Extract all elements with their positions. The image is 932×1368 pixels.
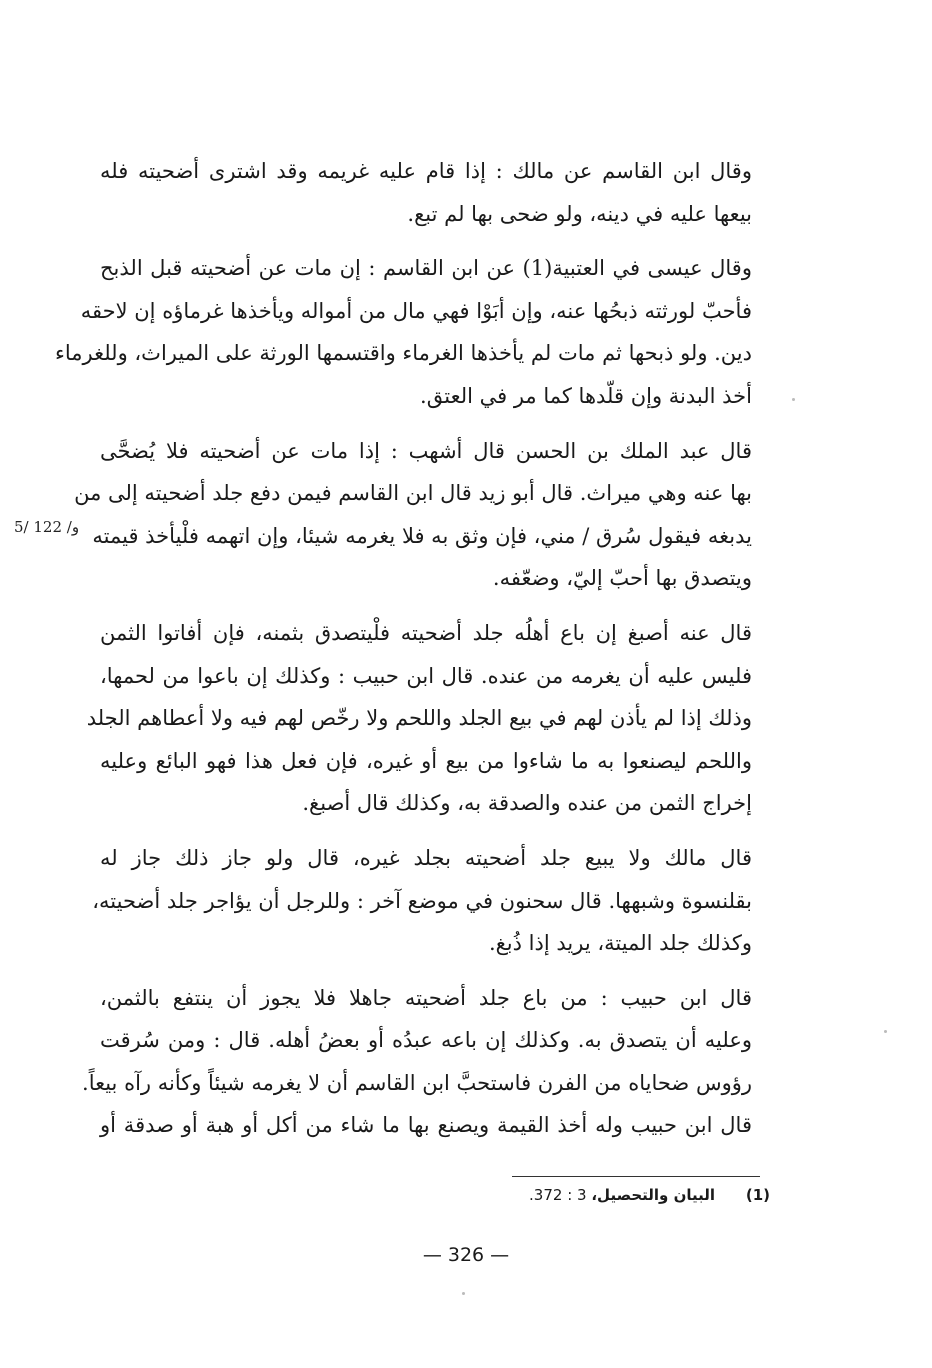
scan-speck: [884, 1030, 887, 1033]
footnote-reference: 3 : 372.: [529, 1186, 587, 1204]
text-line: بقلنسوة وشبهها. قال سحنون في موضع آخر : وللرجل أن يؤاجر جلد أضحيته،: [92, 888, 752, 913]
paragraph-4: [86, 612, 792, 825]
text-line: دين. ولو ذبحها ثم مات لم يأخذها الغرماء واقتسمها الورثة على الميراث، وللغرماء: [54, 341, 752, 366]
paragraph-5: [92, 837, 792, 965]
text-line: قال عنه أصبغ إن باع أهلُه جلد أضحيته فلْيتصدق بثمنه، فإن أفاتوا الثمن: [100, 620, 752, 645]
text-line: واللحم ليصنعوا به ما شاءوا من بيع أو غيره، فإن فعل هذا فهو البائع وعليه: [100, 748, 752, 773]
text-line: بها عنه وهي ميراث. قال أبو زيد قال ابن القاسم فيمن دفع جلد أضحيته إلى من: [74, 481, 752, 506]
text-line: قال ابن حبيب وله أخذ القيمة ويصنع بها ما شاء من أكل أو هبة أو صدقة أو: [100, 1113, 752, 1138]
text-line: قال عبد الملك بن الحسن قال أشهب : إذا مات عن أضحيته فلا يُضحَّى: [100, 438, 752, 463]
text-line: بيعها عليه في دينه، ولو ضحى بها لم تبع.: [407, 201, 752, 226]
text-line: وعليه أن يتصدق به. وكذلك إن باعه عبدُه أو بعضُ أهله. قال : ومن سُرقت: [100, 1028, 752, 1053]
footnote-title: البيان والتحصيل،: [591, 1186, 716, 1204]
paragraph-2: [54, 247, 792, 417]
text-line: فأحبّ لورثته ذبحُها عنه، وإن أبَوْا فهي مال من أمواله ويأخذها غرماؤه إن لاحقه: [80, 298, 752, 323]
text-line: رؤوس ضحاياه من الفرن فاستحبَّ ابن القاسم أن لا يغرمه شيئاً وكأنه رآه بيعاً.: [82, 1070, 752, 1095]
text-line: أخذ البدنة وإن قلّدها كما مر في العتق.: [420, 383, 752, 408]
text-line: وذلك إذا لم يأذن لهم في بيع الجلد واللحم ولا رخّص لهم فيه ولا أعطاهم الجلد: [86, 706, 752, 731]
paragraph-3: [74, 430, 792, 600]
text-line: ويتصدق بها أحبّ إليّ، وضعّفه.: [492, 566, 752, 591]
footnote: [480, 1186, 770, 1204]
text-line: إخراج الثمن من عنده والصدقة به، وكذلك قال أصبغ.: [302, 791, 752, 816]
scan-speck: [462, 1292, 465, 1295]
text-line: قال مالك ولا يبيع جلد أضحيته بجلد غيره، قال ولو جاز ذلك جاز له: [100, 845, 752, 870]
paragraph-1: [100, 150, 792, 235]
text-line: وقال ابن القاسم عن مالك : إذا قام عليه غريمه وقد اشترى أضحيته فله: [100, 159, 752, 183]
manuscript-folio-note: و/ 122 /5: [14, 518, 80, 536]
text-line: وقال عيسى في العتبية(1) عن ابن القاسم : إن مات عن أضحيته قبل الذبح: [100, 256, 752, 281]
text-line: يدبغه فيقول سُرق / مني، فإن وثق به فلا يغرمه شيئا، وإن اتهمه فلْيأخذ قيمته: [92, 523, 752, 548]
footnote-divider: [512, 1176, 760, 1177]
page-number: — 326 —: [422, 1244, 510, 1266]
footnote-number: (1): [745, 1186, 770, 1204]
paragraph-6: [82, 977, 792, 1147]
main-text: [54, 150, 792, 1159]
text-line: وكذلك جلد الميتة، يريد إذا ذُبغ.: [488, 931, 752, 956]
text-line: قال ابن حبيب : من باع جلد أضحيته جاهلا فلا يجوز أن ينتفع بالثمن،: [100, 985, 752, 1010]
text-line: فليس عليه أن يغرمه من عنده. قال ابن حبيب : وكذلك إن باعوا من لحمها،: [100, 663, 752, 688]
scan-speck: [792, 398, 795, 401]
